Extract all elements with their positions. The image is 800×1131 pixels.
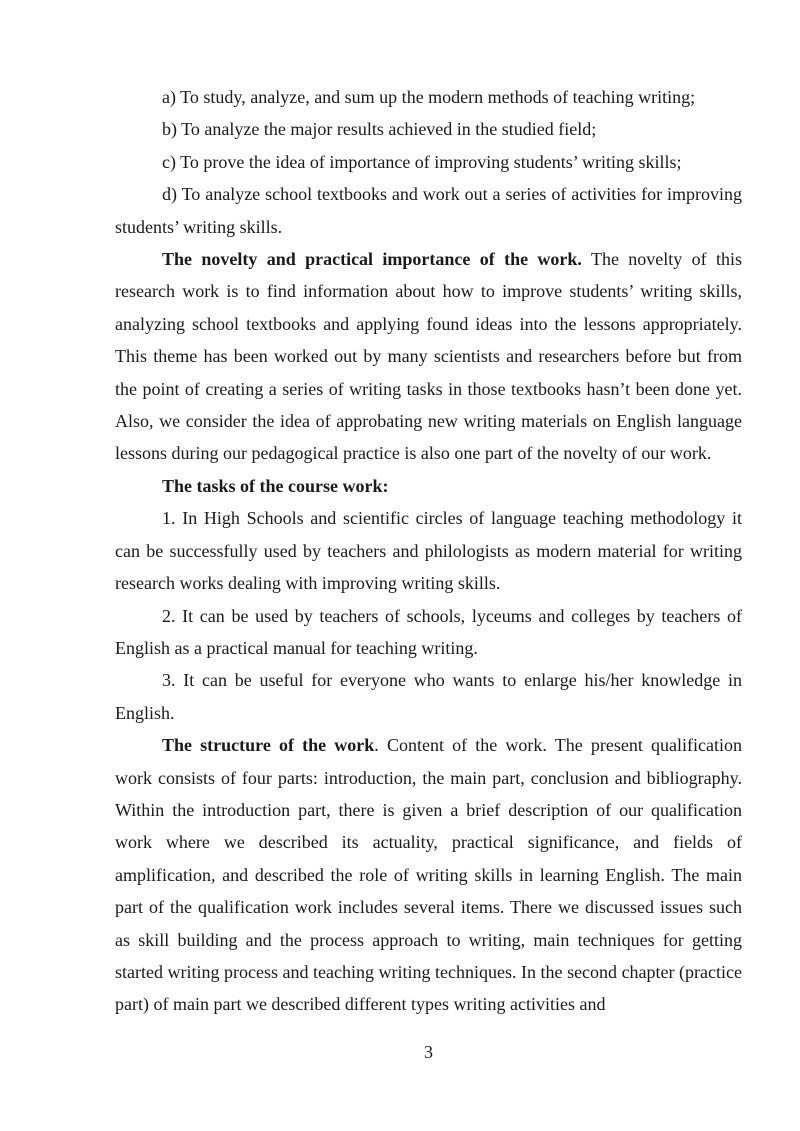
- aim-item-d: d) To analyze school textbooks and work out a series of activities for improving students’ writing skills.: [115, 184, 742, 237]
- task-item-3: 3. It can be useful for everyone who wants to enlarge his/her knowledge in English.: [115, 670, 742, 723]
- document-page: [115, 81, 742, 1021]
- structure-heading: The structure of the work: [162, 735, 375, 756]
- aim-item-c: c) To prove the idea of importance of improving students’ writing skills;: [162, 151, 682, 172]
- structure-text: . Content of the work. The present qualification work consists of four parts: introduction, the main part, conclusion and bibliography. Within the introduction part, there is given a brief description of our qualification work where we described its actuality, practical significance, and fields of amplification, and described the role of writing skills in learning English. The main part of the qualification work includes several items. There we discussed issues such as skill building and the process approach to writing, main techniques for getting started writing process and teaching writing techniques. In the second chapter (practice part) of main part we described different types writing activities and: [115, 735, 742, 1015]
- novelty-heading: The novelty and practical importance of the work.: [162, 249, 582, 270]
- novelty-paragraph: [115, 243, 742, 470]
- task-item-2: 2. It can be used by teachers of schools, lyceums and colleges by teachers of English as a practical manual for teaching writing.: [115, 605, 742, 658]
- aim-item-b: b) To analyze the major results achieved in the studied field;: [162, 119, 597, 140]
- novelty-text: The novelty of this research work is to find information about how to improve students’ writing skills, analyzing school textbooks and applying found ideas into the lessons appropriately. This theme has been worked out by many scientists and researchers before but from the point of creating a series of writing tasks in those textbooks hasn’t been done yet. Also, we consider the idea of approbating new writing materials on English language lessons during our pedagogical practice is also one part of the novelty of our work.: [115, 249, 742, 464]
- tasks-heading: The tasks of the course work:: [162, 475, 389, 496]
- aim-item-a: a) To study, analyze, and sum up the modern methods of teaching writing;: [162, 87, 696, 107]
- tasks-heading-paragraph: [115, 470, 742, 502]
- task-item-1: 1. In High Schools and scientific circles of language teaching methodology it can be successfully used by teachers and philologists as modern material for writing research works dealing with improving writing skills.: [115, 508, 742, 594]
- structure-paragraph: [115, 729, 742, 1021]
- page-number: 3: [424, 1042, 433, 1062]
